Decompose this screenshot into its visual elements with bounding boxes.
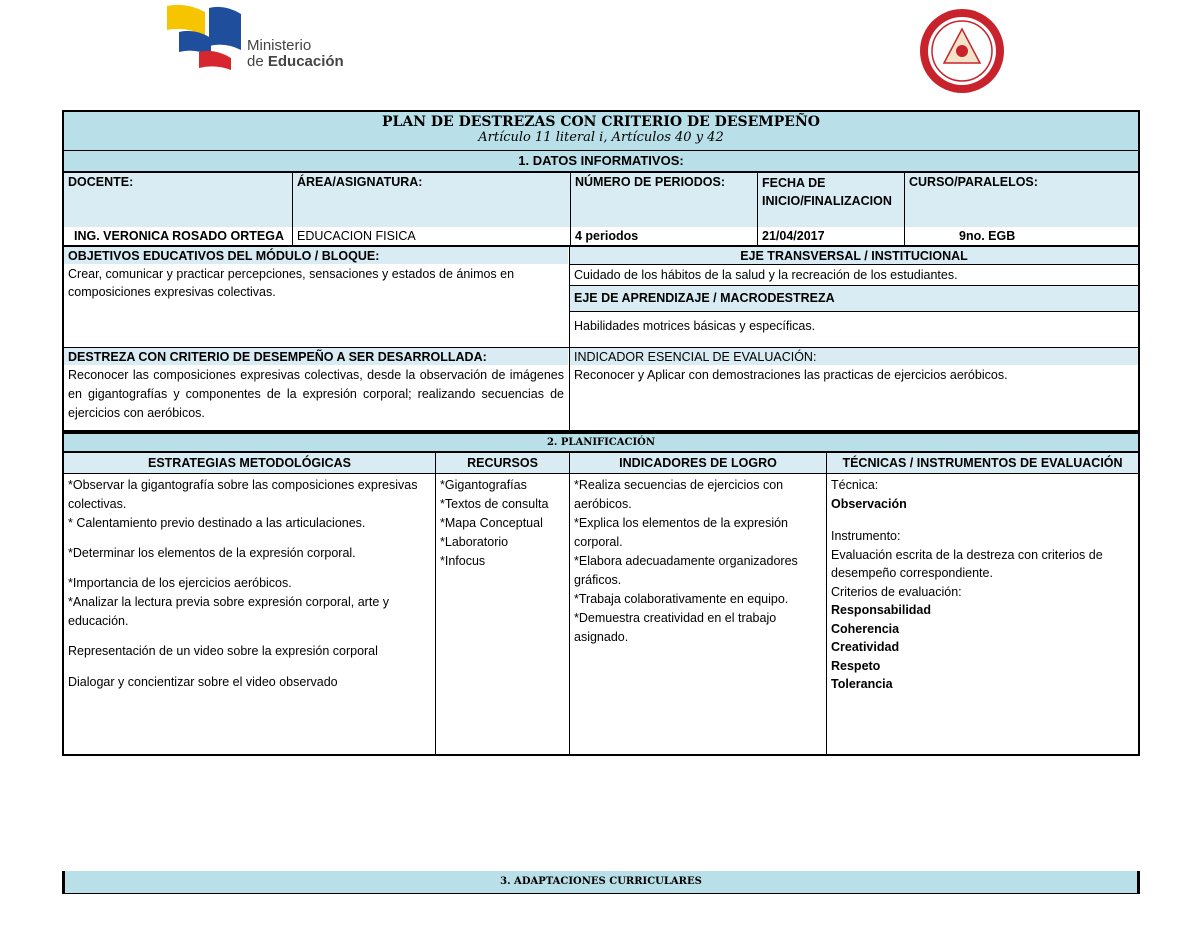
list-item: *Demuestra creatividad en el trabajo asignado. bbox=[574, 611, 777, 644]
col-tecnicas: TÉCNICAS / INSTRUMENTOS DE EVALUACIÓN bbox=[827, 453, 1138, 473]
indicador-label: INDICADOR ESENCIAL DE EVALUACIÓN: bbox=[570, 348, 1138, 365]
list-item: Respeto bbox=[831, 658, 881, 673]
list-item: *Importancia de los ejercicios aeróbicos. bbox=[68, 576, 292, 590]
ministry-line2-bold: Educación bbox=[267, 53, 344, 70]
list-item: *Realiza secuencias de ejercicios con aeróbicos. bbox=[574, 478, 784, 511]
curso-value: 9no. EGB bbox=[959, 229, 1016, 243]
list-item: *Determinar los elementos de la expresión corporal. bbox=[68, 546, 356, 560]
criterios-label: Criterios de evaluación: bbox=[831, 584, 962, 599]
estrategias-list bbox=[64, 475, 435, 745]
list-item: *Mapa Conceptual bbox=[440, 516, 543, 530]
list-item: Representación de un video sobre la expresión corporal bbox=[68, 644, 378, 658]
eje-aprendizaje-value: Habilidades motrices básicas y específicas. bbox=[574, 319, 816, 333]
instrumento-value: Evaluación escrita de la destreza con criterios de desempeño correspondiente. bbox=[831, 547, 1103, 580]
section-adaptaciones: 3. ADAPTACIONES CURRICULARES bbox=[500, 876, 702, 887]
list-item: * Calentamiento previo destinado a las articulaciones. bbox=[68, 516, 366, 530]
list-item: *Analizar la lectura previa sobre expresión corporal, arte y educación. bbox=[68, 595, 389, 628]
plan-table bbox=[62, 110, 1140, 432]
list-item: Dialogar y concientizar sobre el video observado bbox=[68, 675, 338, 689]
periodos-label: NÚMERO DE PERIODOS: bbox=[571, 173, 757, 227]
school-seal-icon bbox=[918, 7, 1006, 95]
plan-title-block bbox=[64, 112, 1138, 150]
col-indicadores: INDICADORES DE LOGRO bbox=[570, 453, 826, 473]
docente-value: ING. VERONICA ROSADO ORTEGA bbox=[74, 229, 284, 243]
tecnica-value: Observación bbox=[831, 496, 907, 511]
curso-label: CURSO/PARALELOS: bbox=[905, 173, 1138, 227]
recursos-list bbox=[436, 475, 569, 625]
col-estrategias: ESTRATEGIAS METODOLÓGICAS bbox=[64, 453, 435, 473]
col-recursos: RECURSOS bbox=[436, 453, 569, 473]
ministry-line1: Ministerio bbox=[247, 37, 312, 54]
adaptaciones-box bbox=[62, 871, 1140, 893]
tecnicas-list bbox=[827, 475, 1138, 745]
list-item: *Infocus bbox=[440, 554, 486, 568]
fecha-value: 21/04/2017 bbox=[762, 229, 825, 243]
list-item: *Trabaja colaborativamente en equipo. bbox=[574, 592, 789, 606]
ministry-line2-pre: de bbox=[247, 53, 268, 70]
objetivos-value: Crear, comunicar y practicar percepciones, sensaciones y estados de ánimos en composiciones expresivas colectivas. bbox=[68, 267, 515, 299]
list-item: Responsabilidad bbox=[831, 603, 932, 617]
list-item: Coherencia bbox=[831, 621, 900, 636]
periodos-value: 4 periodos bbox=[575, 229, 639, 243]
list-item: *Gigantografías bbox=[440, 478, 527, 492]
section-datos-informativos: 1. DATOS INFORMATIVOS: bbox=[64, 151, 1138, 171]
planificacion-table bbox=[62, 432, 1140, 756]
area-label: ÁREA/ASIGNATURA: bbox=[293, 173, 570, 227]
eje-aprendizaje-label: EJE DE APRENDIZAJE / MACRODESTREZA bbox=[570, 286, 1138, 311]
list-item: *Elabora adecuadamente organizadores gráficos. bbox=[574, 554, 798, 587]
plan-subtitle: Artículo 11 literal i, Artículos 40 y 42 bbox=[478, 130, 724, 145]
indicadores-list bbox=[570, 475, 826, 675]
list-item: *Textos de consulta bbox=[440, 497, 549, 511]
plan-title: PLAN DE DESTREZAS CON CRITERIO DE DESEMPEÑO bbox=[382, 114, 820, 130]
docente-label: DOCENTE: bbox=[64, 173, 292, 227]
destreza-label: DESTREZA CON CRITERIO DE DESEMPEÑO A SER DESARROLLADA: bbox=[64, 348, 568, 365]
area-value: EDUCACION FISICA bbox=[297, 229, 416, 243]
list-item: *Laboratorio bbox=[440, 535, 509, 549]
ecuador-flag-icon bbox=[165, 2, 245, 72]
instrumento-label: Instrumento: bbox=[831, 529, 901, 543]
section-planificacion: 2. PLANIFICACIÓN bbox=[64, 434, 1138, 451]
list-item: *Observar la gigantografía sobre las composiciones expresivas colectivas. bbox=[68, 478, 418, 511]
list-item: *Explica los elementos de la expresión corporal. bbox=[574, 516, 789, 549]
fecha-label: FECHA DE INICIO/FINALIZACION bbox=[758, 173, 904, 227]
indicador-value: Reconocer y Aplicar con demostraciones las practicas de ejercicios aeróbicos. bbox=[574, 368, 1008, 382]
school-seal-logo bbox=[918, 7, 1006, 95]
ministry-of-education-logo bbox=[165, 2, 355, 72]
list-item: Tolerancia bbox=[831, 677, 893, 691]
objetivos-label: OBJETIVOS EDUCATIVOS DEL MÓDULO / BLOQUE: bbox=[64, 247, 568, 264]
eje-transversal-value: Cuidado de los hábitos de la salud y la recreación de los estudiantes. bbox=[574, 268, 958, 282]
tecnica-label: Técnica: bbox=[831, 478, 879, 492]
list-item: Creatividad bbox=[831, 640, 900, 654]
destreza-value: Reconocer las composiciones expresivas colectivas, desde la observación de imágenes en gigantografías y componentes de la expresión corporal; realizando secuencias de ejercicios con aeróbicos. bbox=[68, 368, 564, 420]
eje-transversal-label: EJE TRANSVERSAL / INSTITUCIONAL bbox=[570, 247, 1138, 264]
ministry-name bbox=[247, 38, 344, 70]
